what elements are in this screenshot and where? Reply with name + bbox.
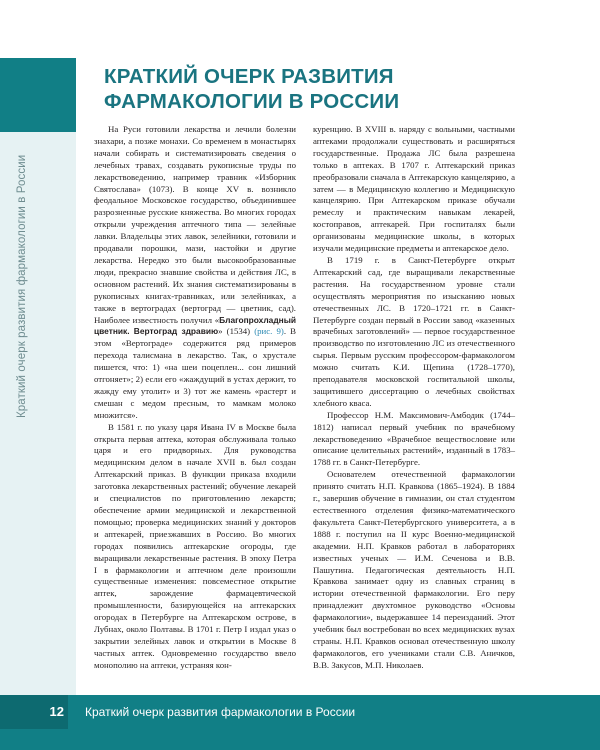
paragraph: Основателем отечественной фармакологии принято считать Н.П. Кравкова (1865–1924). В 1884 г., завершив обучение в гимназии, он стал студентом естественного отделения физико-математического факультета Санкт-Петербургского университета, а в 1888 г. поступил на II курс Военно-медицинской академии. Н.П. Кравков работал в лабораториях известных ученых — И.М. Сеченова и В.В. Пашутина. Педагогическая деятельность Н.П. Кравкова занимает одну из славных страниц в истории отечественной фармакологии. Его перу принадлежит двухтомное руководство «Основы фармакологии», выдержавшее 14 переизданий. Этот учебник был востребован во всех медицинских вузах страны. Н.П. Кравков основал отечественную школу фармакологов, его учениками стали С.В. Аничков, В.В. Закусов, М.П. Николаев. bbox=[313, 469, 515, 670]
paragraph bbox=[94, 124, 296, 422]
side-running-title-text: Краткий очерк развития фармакологии в России bbox=[16, 154, 28, 418]
paragraph: куренцию. В XVIII в. наряду с вольными, частными аптеками продолжали существовать и расширяться государственные. Продажа ЛС была разрешена только в аптеках. В 1707 г. Аптекарский приказ преобразовали сначала в Аптекарскую канцелярию, а затем — в Медицинскую коллегию и Медицинскую канцелярию. При Аптекарском приказе обучали ремеслу и практическим навыкам лекарей, костоправов, аптекарей. При госпиталях были организованы медицинские школы, в которых изучали медицинские предметы и аптекарское дело. bbox=[313, 124, 515, 254]
right-column bbox=[313, 124, 515, 672]
footer-running-title: Краткий очерк развития фармакологии в России bbox=[85, 705, 356, 719]
figure-reference-link[interactable]: (рис. 9) bbox=[254, 326, 284, 337]
footer-bar bbox=[0, 695, 600, 750]
page-number: 12 bbox=[0, 695, 68, 729]
paragraph-text: » (1534) bbox=[218, 326, 255, 337]
paragraph: В 1581 г. по указу царя Ивана IV в Москве была открыта первая аптека, которая обслуживала только царя и его придворных. Для руководства медицинским делом в начале XVII в. был создан Аптекарский приказ. В функции приказа входили заготовка лекарственных растений; обучение лекарей и специалистов по приготовлению лекарств; обеспечение армии медицинской и лекарственной помощью; проверка медицинских знаний у докторов и аптекарей, приезжавших в Россию. Во многих городах появились аптекарские огороды, где выращивали лекарственные растения. В эпоху Петра I в фармакологии и аптечном деле произошли существенные изменения: повсеместное открытие аптек, зарождение фармацевтической промышленности, базирующейся на аптекарских огородах в Петербурге на Аптекарском острове, в Лубнах, около Полтавы. В 1701 г. Петр I издал указ о закрытии зелейных лавок и открытии в Москве 8 частных аптек. Одновременно государство ввело монополию на аптеки, устраняя кон- bbox=[94, 421, 296, 670]
page-title-line-2: ФАРМАКОЛОГИИ В РОССИИ bbox=[104, 90, 400, 113]
paragraph-text: На Руси готовили лекарства и лечили болезни знахари, а позже монахи. Со временем в монастырях начали собирать и систематизировать сведения о лечебных травах, создавать рукописные труды по лекарствоведению, например травник «Изборник Святослава» (1073). В конце XV в. возникло феодальное Московское государство, объединившее разрозненные русские княжества. Во многих городах открыли учреждения аптечного типа — зелейные лавки. Владельцы этих лавок, зелейники, готовили и продавали порошки, мази, настойки и другие лекарства. Нередко это были высокообразованные люди, прекрасно знавшие свойства и действия ЛС, в основном растений. Их знания систематизированы в рукописных книгах-травниках, или зелейниках, а также в вертоградах (вертоград — цветник, сад). Наиболее известность получил « bbox=[94, 124, 296, 325]
paragraph-text: . В этом «Вертограде» содержится ряд примеров перехода талисмана в лекарство. Так, о хрустале пишется, что: 1) «на шеи поцеплен... сон лишний отгоняет»; 2) если его «жаждущий в устах держит, то жажду ему утолит» и 3) тот же камень «растерт и смешан с медом пресным, то мамкам молоко множится». bbox=[94, 326, 296, 420]
book-title: Благопрохладный цветник. Вертоград здравию bbox=[94, 314, 296, 337]
side-band bbox=[0, 58, 76, 695]
side-tab bbox=[0, 58, 76, 132]
paragraph: Профессор Н.М. Максимович-Амбодик (1744–1812) написал первый учебник по врачебному лекарствоведению «Врачебное веществословие или описание целительных растений», изданный в 1783–1788 гг. в Санкт-Петербурге. bbox=[313, 409, 515, 468]
paragraph: В 1719 г. в Санкт-Петербурге открыт Аптекарский сад, где выращивали лекарственные растения. На государственном уровне стали осуществлять мероприятия по изысканию новых отечественных ЛС. В 1720–1721 гг. в Санкт-Петербурге создан первый в России завод «казенных врачебных заготовлений» — первое государственное производство по изготовлению ЛС из отечественного сырья. Первым русским профессором-фармакологом можно считать К.И. Щепина (1728–1770), преподавателя московской госпитальной школы, защитившего диссертацию о лечебных свойствах хлебного кваса. bbox=[313, 254, 515, 408]
left-column bbox=[94, 124, 296, 672]
page-title-line-1: КРАТКИЙ ОЧЕРК РАЗВИТИЯ bbox=[104, 65, 394, 88]
page-title bbox=[104, 64, 464, 114]
